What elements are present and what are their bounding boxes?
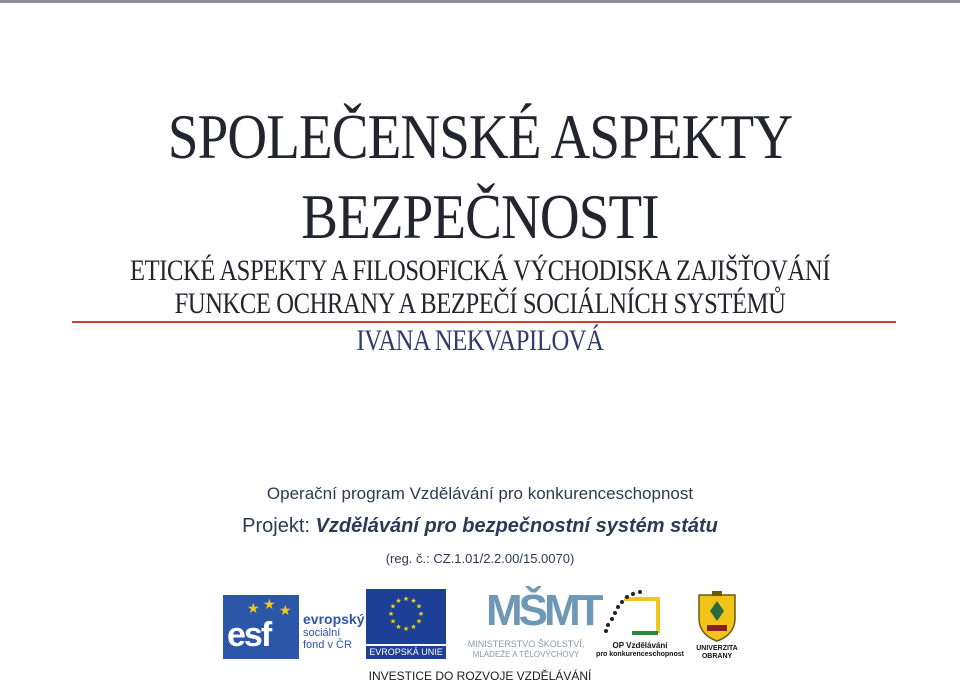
svg-text:★: ★: [402, 625, 410, 633]
star-icon: ★: [247, 600, 260, 616]
opvk-logo: [596, 589, 684, 661]
project-label: Projekt:: [242, 515, 310, 537]
eu-label: EVROPSKÁ UNIE: [366, 646, 446, 659]
msmt-line-1: MINISTERSTVO ŠKOLSTVÍ,: [467, 639, 585, 649]
msmt-line-2: MLÁDEŽE A TĚLOVÝCHOVY: [472, 650, 580, 659]
project-name: Vzdělávání pro bezpečnostní systém státu: [315, 515, 718, 537]
title-divider: [72, 321, 896, 323]
svg-text:★: ★: [395, 623, 402, 631]
star-icon: ★: [279, 602, 292, 618]
svg-text:★: ★: [410, 597, 417, 605]
operational-program: Operační program Vzdělávání pro konkurenceschopnost: [266, 484, 694, 503]
author-name: IVANA NEKVAPILOVÁ: [356, 324, 604, 357]
esf-logo: [223, 595, 363, 659]
esf-line-3: fond v ČR: [303, 639, 352, 651]
svg-text:★: ★: [415, 617, 423, 626]
svg-text:★: ★: [402, 595, 410, 603]
esf-text: [303, 613, 364, 651]
slide-subtitle-line-2: FUNKCE OCHRANY A BEZPEČÍ SOCIÁLNÍCH SYSTÉMŮ: [174, 287, 786, 320]
svg-text:★: ★: [387, 610, 395, 618]
top-border: [0, 0, 960, 3]
project-line: [0, 515, 960, 538]
slide-title-line-2: BEZPEČNOSTI: [301, 181, 659, 252]
investment-slogan: INVESTICE DO ROZVOJE VZDĚLÁVÁNÍ: [368, 669, 592, 683]
eu-stars-icon: [366, 589, 446, 644]
opvk-mark-icon: [596, 589, 684, 641]
star-icon: ★: [263, 596, 276, 612]
svg-text:★: ★: [395, 597, 402, 605]
eu-logo: [366, 589, 446, 659]
esf-logo-box: [223, 595, 299, 659]
uo-line-1: UNIVERZITA: [696, 645, 738, 652]
svg-text:★: ★: [417, 610, 425, 618]
opvk-line-2: pro konkurenceschopnost: [596, 651, 684, 658]
esf-line-2: sociální: [303, 627, 341, 639]
opvk-line-1: OP Vzdělávání: [612, 641, 668, 650]
logo-strip: [0, 585, 960, 665]
svg-text:★: ★: [389, 617, 397, 626]
svg-text:★: ★: [415, 602, 423, 611]
esf-line-1: evropský: [303, 611, 365, 627]
slide-subtitle-line-1: ETICKÉ ASPEKTY A FILOSOFICKÁ VÝCHODISKA ZAJIŠŤOVÁNÍ: [129, 254, 831, 287]
shield-icon: [692, 589, 742, 643]
uo-line-2: OBRANY: [701, 653, 733, 660]
esf-letters: esf: [227, 616, 271, 654]
slide-title-line-1: SPOLEČENSKÉ ASPEKTY: [167, 101, 793, 172]
svg-text:★: ★: [389, 602, 397, 611]
msmt-logo: [452, 586, 600, 661]
eu-flag: [366, 589, 446, 644]
svg-text:★: ★: [410, 623, 417, 631]
uo-logo: [692, 589, 742, 661]
registration-number: (reg. č.: CZ.1.01/2.2.00/15.0070): [385, 551, 575, 566]
msmt-mark: MŠMT: [486, 586, 600, 635]
